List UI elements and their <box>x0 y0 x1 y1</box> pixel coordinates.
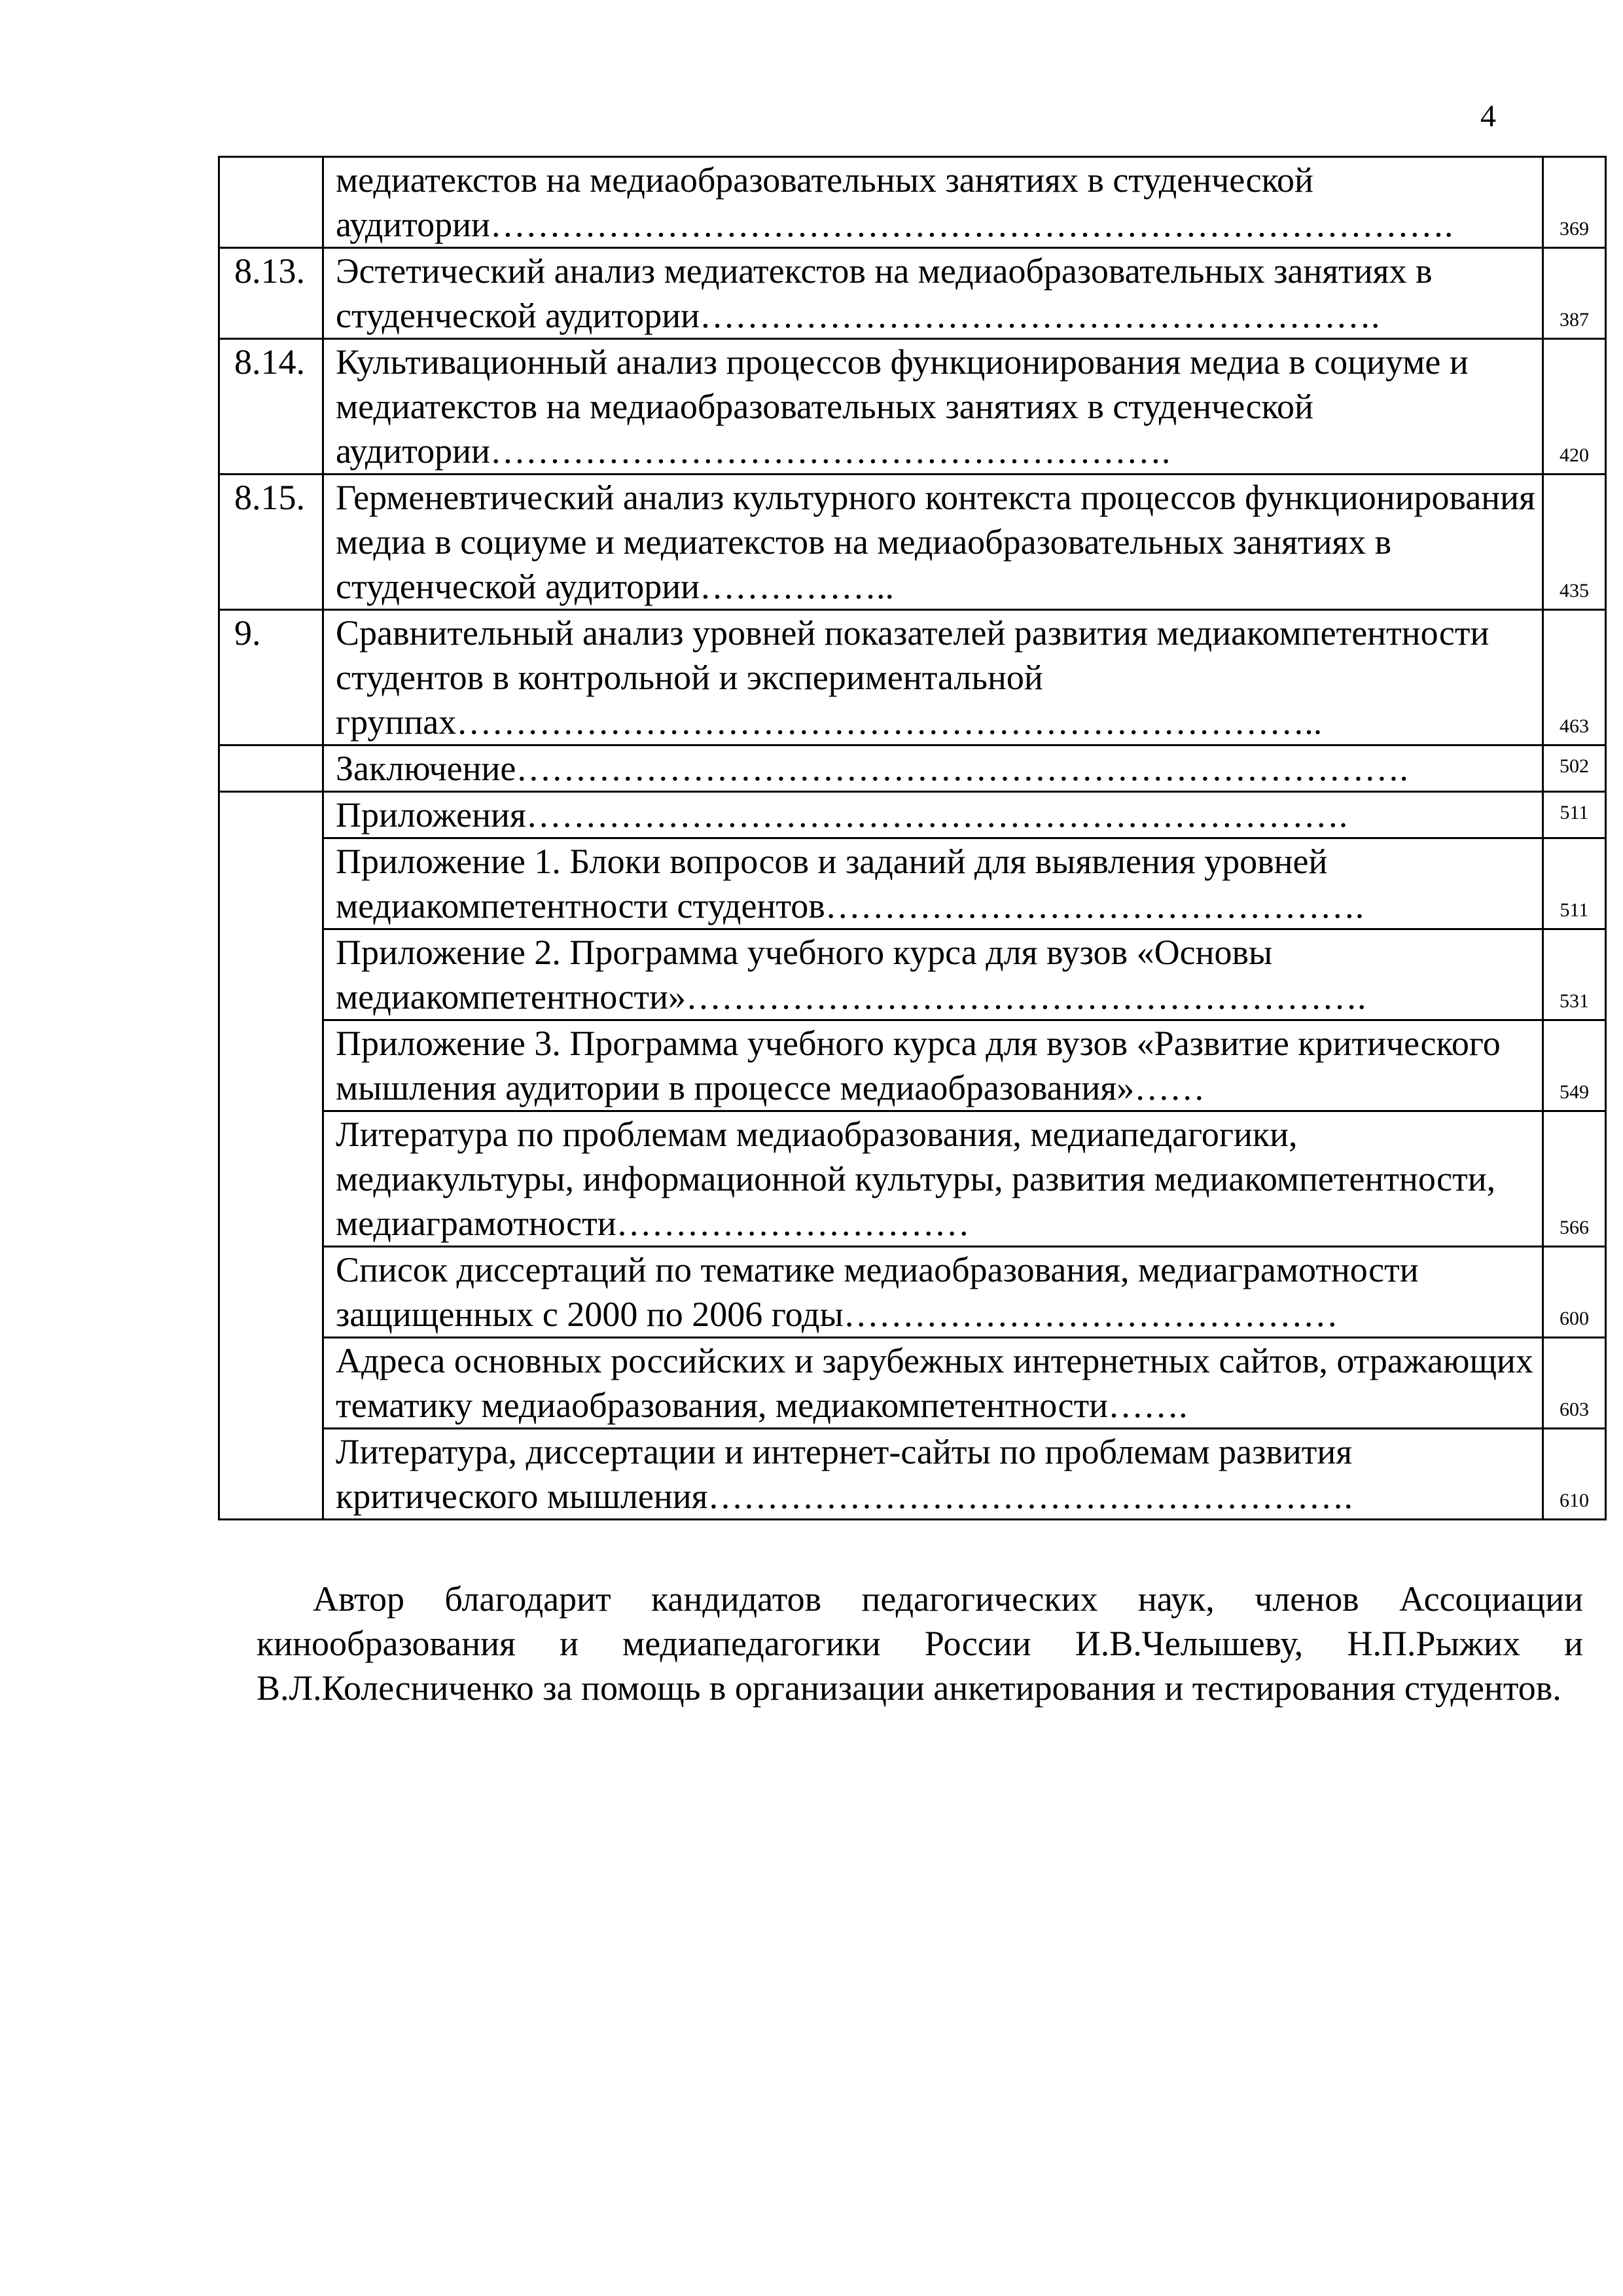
toc-row <box>219 339 1606 475</box>
toc-title: Культивационный анализ процессов функционирования медиа в социуме и медиатекстов на медиаобразовательных занятиях в студенческой аудитории…………………………………………………. <box>323 339 1543 475</box>
toc-page: 463 <box>1543 610 1606 745</box>
toc-number: 8.15. <box>219 475 323 610</box>
toc-title: Сравнительный анализ уровней показателей развития медиакомпетентности студентов в контрольной и экспериментальной группах……………………………………………………………….. <box>323 610 1543 745</box>
toc-page: 420 <box>1543 339 1606 475</box>
appendix-row <box>219 792 1606 838</box>
appendix-row <box>219 1429 1606 1520</box>
toc-number <box>219 157 323 248</box>
appendix-row <box>219 929 1606 1020</box>
appendix-row <box>219 1111 1606 1247</box>
appendix-page: 549 <box>1543 1020 1606 1111</box>
toc-row <box>219 248 1606 339</box>
appendix-page: 511 <box>1543 792 1606 838</box>
appendix-row <box>219 1247 1606 1338</box>
appendix-title: Приложения……………………………………………………………. <box>323 792 1543 838</box>
toc-page: 435 <box>1543 475 1606 610</box>
appendix-page: 600 <box>1543 1247 1606 1338</box>
toc-number: 8.14. <box>219 339 323 475</box>
toc-title: Заключение…………………………………………………………………. <box>323 745 1543 792</box>
toc-number-empty <box>219 792 323 1520</box>
toc-number: 8.13. <box>219 248 323 339</box>
toc-page: 369 <box>1543 157 1606 248</box>
appendix-page: 511 <box>1543 838 1606 929</box>
appendix-title: Литература, диссертации и интернет-сайты по проблемам развития критического мышления………………………………………………. <box>323 1429 1543 1520</box>
table-of-contents <box>218 156 1607 1520</box>
appendix-row <box>219 1338 1606 1429</box>
toc-title: Герменевтический анализ культурного контекста процессов функционирования медиа в социуме и медиатекстов на медиаобразовательных занятиях в студенческой аудитории…………….. <box>323 475 1543 610</box>
toc-row <box>219 157 1606 248</box>
toc-row <box>219 745 1606 792</box>
appendix-page: 566 <box>1543 1111 1606 1247</box>
page-number: 4 <box>1480 99 1496 134</box>
toc-number: 9. <box>219 610 323 745</box>
appendix-title: Приложение 2. Программа учебного курса для вузов «Основы медиакомпетентности»…………………………………………………. <box>323 929 1543 1020</box>
appendix-page: 603 <box>1543 1338 1606 1429</box>
acknowledgement-paragraph: Автор благодарит кандидатов педагогических наук, членов Ассоциации кинообразования и медиапедагогики России И.В.Челышеву, Н.П.Рыжих и В.Л.Колесниченко за помощь в организации анкетирования и тестирования студентов. <box>257 1579 1583 1708</box>
appendix-row <box>219 1020 1606 1111</box>
toc-title: медиатекстов на медиаобразовательных занятиях в студенческой аудитории………………………………………………………………………. <box>323 157 1543 248</box>
toc-title: Эстетический анализ медиатекстов на медиаобразовательных занятиях в студенческой аудитории…………………………………………………. <box>323 248 1543 339</box>
toc-page: 387 <box>1543 248 1606 339</box>
appendix-title: Приложение 3. Программа учебного курса для вузов «Развитие критического мышления аудитории в процессе медиаобразования»…… <box>323 1020 1543 1111</box>
appendix-title: Литература по проблемам медиаобразования, медиапедагогики, медиакультуры, информационной культуры, развития медиакомпетентности, медиаграмотности………………………… <box>323 1111 1543 1247</box>
appendix-title: Приложение 1. Блоки вопросов и заданий для выявления уровней медиакомпетентности студентов………………………………………. <box>323 838 1543 929</box>
appendix-title: Адреса основных российских и зарубежных интернетных сайтов, отражающих тематику медиаобразования, медиакомпетентности……. <box>323 1338 1543 1429</box>
toc-row <box>219 475 1606 610</box>
appendix-row <box>219 838 1606 929</box>
toc-number <box>219 745 323 792</box>
appendix-page: 531 <box>1543 929 1606 1020</box>
toc-page: 502 <box>1543 745 1606 792</box>
toc-row <box>219 610 1606 745</box>
appendix-page: 610 <box>1543 1429 1606 1520</box>
appendix-title: Список диссертаций по тематике медиаобразования, медиаграмотности защищенных с 2000 по 2006 годы…………………………………… <box>323 1247 1543 1338</box>
